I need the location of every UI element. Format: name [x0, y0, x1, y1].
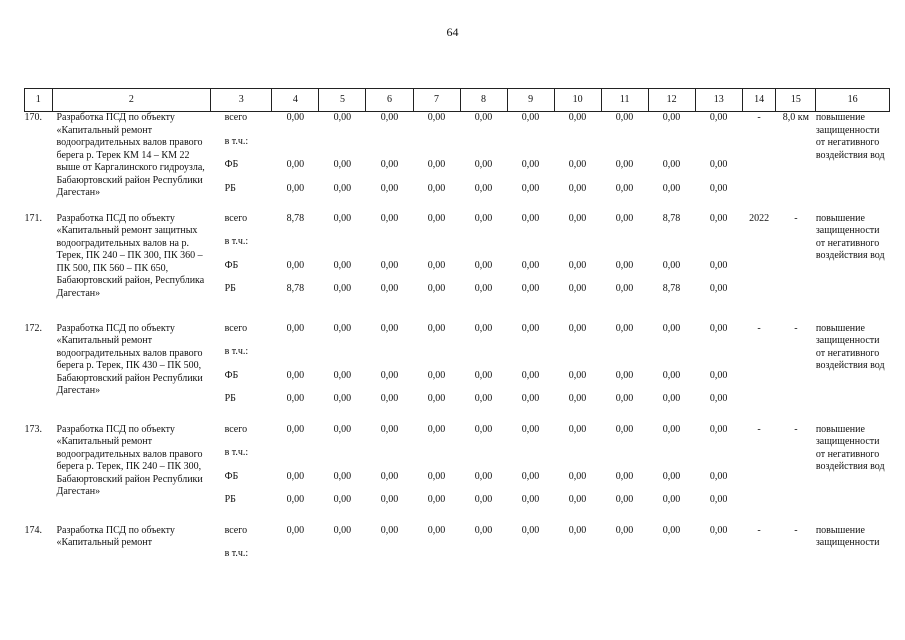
amount-cell: 0,00 — [474, 159, 493, 170]
page-number: 64 — [446, 25, 459, 39]
amount-cell: 0,00 — [333, 212, 352, 224]
row-number: 170. — [24, 112, 42, 123]
amount-cell: 0,00 — [427, 494, 446, 505]
amount-cell — [366, 136, 413, 160]
column-header: 9 — [507, 89, 554, 112]
funding-breakdown — [211, 112, 743, 206]
funding-line — [211, 370, 743, 394]
amount-cell: 0,00 — [286, 369, 305, 381]
amount-cell: 0,00 — [521, 322, 540, 334]
amount-cell — [413, 548, 460, 572]
outcome-cell: повышение защищенности — [815, 524, 880, 548]
amount-cell: 0,00 — [380, 470, 399, 482]
amount-cell: 0,00 — [709, 393, 728, 404]
length-cell: - — [794, 322, 798, 334]
amount-cell: 0,00 — [709, 369, 728, 381]
amount-cell: 0,00 — [615, 159, 634, 170]
amount-cell: 0,00 — [568, 159, 587, 170]
amount-cell: 0,00 — [427, 283, 446, 294]
funding-line — [211, 260, 743, 284]
amount-cell: 0,00 — [662, 369, 681, 381]
amount-cell: 0,00 — [568, 322, 587, 334]
funding-line — [211, 346, 743, 370]
amount-cell: 0,00 — [662, 159, 681, 170]
amount-cell: 0,00 — [333, 470, 352, 482]
amount-cell — [695, 346, 742, 370]
column-header: 15 — [776, 89, 816, 112]
amount-cell: 0,00 — [427, 369, 446, 381]
year-cell: 2022 — [749, 212, 770, 224]
column-header: 12 — [648, 89, 695, 112]
amount-cell: 0,00 — [380, 283, 399, 294]
column-header: 3 — [211, 89, 272, 112]
amount-cell: 0,00 — [380, 212, 399, 224]
amount-cell: 0,00 — [333, 259, 352, 271]
amount-cell: 0,00 — [380, 369, 399, 381]
object-name: Разработка ПСД по объекту «Капитальный ремонт водооградительных валов правого берега р. Терек, ПК 430 – ПК 500, Бабаюртовский район Республики Дагестан» — [56, 322, 203, 396]
outcome-cell: повышение защищенности от негативного воздействия вод — [815, 322, 885, 371]
amount-cell — [554, 447, 601, 471]
funding-line — [211, 183, 743, 207]
amount-cell — [601, 236, 648, 260]
amount-cell — [366, 447, 413, 471]
amount-cell — [272, 346, 319, 370]
funding-line — [211, 136, 743, 160]
funding-source: в т.ч.: — [224, 447, 249, 458]
table-row — [25, 213, 890, 323]
column-header: 13 — [695, 89, 742, 112]
amount-cell: 0,00 — [521, 524, 540, 536]
amount-cell: 0,00 — [615, 524, 634, 536]
funding-source: в т.ч.: — [224, 236, 249, 247]
amount-cell: 0,00 — [427, 470, 446, 482]
amount-cell: 0,00 — [709, 283, 728, 294]
amount-cell: 0,00 — [615, 494, 634, 505]
funding-line — [211, 159, 743, 183]
funding-source: всего — [224, 524, 248, 536]
amount-cell: 0,00 — [568, 259, 587, 271]
amount-cell: 0,00 — [333, 182, 352, 194]
amount-cell — [601, 548, 648, 572]
amount-cell — [272, 136, 319, 160]
amount-cell: 0,00 — [286, 322, 305, 334]
amount-cell: 0,00 — [568, 112, 587, 123]
amount-cell: 0,00 — [474, 423, 493, 435]
amount-cell: 0,00 — [380, 322, 399, 334]
amount-cell: 8,78 — [662, 283, 681, 294]
amount-cell — [695, 548, 742, 572]
length-cell: - — [794, 524, 798, 536]
amount-cell: 0,00 — [662, 494, 681, 505]
amount-cell — [460, 447, 507, 471]
amount-cell: 0,00 — [709, 182, 728, 194]
length-cell: - — [794, 212, 798, 224]
amount-cell — [366, 548, 413, 572]
amount-cell: 0,00 — [709, 259, 728, 271]
amount-cell — [695, 236, 742, 260]
amount-cell: 0,00 — [615, 182, 634, 194]
funding-source: ФБ — [224, 369, 239, 381]
amount-cell: 0,00 — [333, 423, 352, 435]
amount-cell: 0,00 — [474, 393, 493, 404]
amount-cell: 0,00 — [333, 369, 352, 381]
amount-cell: 0,00 — [286, 494, 305, 505]
amount-cell — [272, 447, 319, 471]
amount-cell: 8,78 — [286, 212, 305, 224]
amount-cell: 0,00 — [521, 494, 540, 505]
amount-cell: 0,00 — [333, 112, 352, 123]
object-name: Разработка ПСД по объекту «Капитальный ремонт — [56, 524, 175, 548]
amount-cell — [460, 236, 507, 260]
amount-cell: 0,00 — [333, 393, 352, 404]
amount-cell — [648, 548, 695, 572]
amount-cell: 0,00 — [521, 369, 540, 381]
amount-cell: 0,00 — [521, 423, 540, 435]
table-body — [25, 112, 890, 581]
year-cell: - — [757, 112, 761, 123]
amount-cell — [460, 548, 507, 572]
funding-breakdown — [211, 213, 743, 307]
amount-cell: 8,78 — [662, 212, 681, 224]
amount-cell: 0,00 — [521, 283, 540, 294]
column-header: 1 — [25, 89, 53, 112]
amount-cell — [554, 136, 601, 160]
amount-cell — [648, 136, 695, 160]
funding-source: всего — [224, 112, 248, 123]
amount-cell: 0,00 — [427, 212, 446, 224]
amount-cell: 0,00 — [615, 423, 634, 435]
funding-source: РБ — [224, 494, 236, 505]
amount-cell: 0,00 — [286, 393, 305, 404]
amount-cell: 0,00 — [709, 494, 728, 505]
amount-cell: 0,00 — [333, 524, 352, 536]
amount-cell: 0,00 — [286, 112, 305, 123]
amount-cell: 0,00 — [662, 470, 681, 482]
amount-cell — [507, 447, 554, 471]
table-row — [25, 112, 890, 213]
amount-cell — [319, 447, 366, 471]
amount-cell: 0,00 — [709, 470, 728, 482]
amount-cell: 0,00 — [568, 212, 587, 224]
amount-cell: 0,00 — [427, 182, 446, 194]
table-row — [25, 525, 890, 581]
amount-cell: 0,00 — [615, 393, 634, 404]
funding-line — [211, 494, 743, 518]
length-cell: 8,0 км — [782, 112, 809, 123]
amount-cell: 0,00 — [427, 322, 446, 334]
amount-cell: 0,00 — [568, 182, 587, 194]
amount-cell: 0,00 — [615, 259, 634, 271]
outcome-cell: повышение защищенности от негативного воздействия вод — [815, 112, 885, 161]
amount-cell: 0,00 — [568, 393, 587, 404]
amount-cell — [648, 346, 695, 370]
funding-source: ФБ — [224, 159, 239, 170]
funding-line — [211, 283, 743, 307]
amount-cell — [507, 136, 554, 160]
table-row — [25, 424, 890, 525]
amount-cell — [601, 136, 648, 160]
amount-cell: 0,00 — [521, 112, 540, 123]
amount-cell: 0,00 — [427, 393, 446, 404]
amount-cell: 0,00 — [474, 524, 493, 536]
funding-line — [211, 548, 743, 572]
column-header: 6 — [366, 89, 413, 112]
amount-cell: 0,00 — [709, 524, 728, 536]
amount-cell — [413, 236, 460, 260]
amount-cell — [319, 548, 366, 572]
object-name: Разработка ПСД по объекту «Капитальный ремонт водооградительных валов правого берега р. Терек КМ 14 – КМ 22 выше от Каргалинского гидроузла, Бабаюртовский район Республики Дагестан» — [56, 112, 205, 198]
amount-cell: 0,00 — [568, 470, 587, 482]
amount-cell: 0,00 — [474, 470, 493, 482]
amount-cell: 0,00 — [427, 259, 446, 271]
amount-cell: 0,00 — [615, 212, 634, 224]
funding-line — [211, 112, 743, 136]
funding-source: всего — [224, 322, 248, 334]
amount-cell: 0,00 — [568, 283, 587, 294]
amount-cell: 0,00 — [568, 369, 587, 381]
amount-cell: 0,00 — [286, 159, 305, 170]
amount-cell: 0,00 — [474, 212, 493, 224]
amount-cell: 0,00 — [474, 112, 493, 123]
amount-cell — [413, 136, 460, 160]
amount-cell: 0,00 — [568, 494, 587, 505]
amount-cell: 0,00 — [709, 112, 728, 123]
column-header: 10 — [554, 89, 601, 112]
amount-cell — [601, 447, 648, 471]
amount-cell: 0,00 — [427, 423, 446, 435]
amount-cell — [366, 346, 413, 370]
funding-breakdown — [211, 323, 743, 417]
amount-cell: 0,00 — [615, 322, 634, 334]
amount-cell: 0,00 — [380, 112, 399, 123]
amount-cell: 0,00 — [427, 159, 446, 170]
amount-cell: 0,00 — [709, 322, 728, 334]
amount-cell — [507, 346, 554, 370]
amount-cell — [413, 447, 460, 471]
amount-cell: 0,00 — [615, 112, 634, 123]
amount-cell: 0,00 — [568, 524, 587, 536]
amount-cell: 0,00 — [380, 159, 399, 170]
amount-cell — [601, 346, 648, 370]
outcome-cell: повышение защищенности от негативного воздействия вод — [815, 423, 885, 472]
amount-cell: 0,00 — [521, 212, 540, 224]
amount-cell: 0,00 — [333, 159, 352, 170]
amount-cell — [272, 548, 319, 572]
amount-cell: 0,00 — [662, 423, 681, 435]
amount-cell — [319, 136, 366, 160]
header-row — [25, 89, 890, 112]
amount-cell: 0,00 — [333, 322, 352, 334]
amount-cell: 0,00 — [709, 423, 728, 435]
amount-cell: 0,00 — [286, 470, 305, 482]
funding-source: РБ — [224, 283, 236, 294]
funding-source: всего — [224, 423, 248, 435]
object-name: Разработка ПСД по объекту «Капитальный ремонт водооградительных валов правого берега р. Терек, ПК 240 – ПК 300, Бабаюртовский район Республики Дагестан» — [56, 423, 203, 497]
amount-cell: 0,00 — [615, 470, 634, 482]
amount-cell: 0,00 — [662, 524, 681, 536]
amount-cell: 0,00 — [615, 283, 634, 294]
table-row — [25, 323, 890, 424]
amount-cell: 0,00 — [474, 369, 493, 381]
amount-cell: 0,00 — [427, 524, 446, 536]
column-header: 7 — [413, 89, 460, 112]
year-cell: - — [757, 423, 761, 435]
amount-cell — [554, 548, 601, 572]
row-number: 171. — [24, 212, 42, 224]
funding-source: ФБ — [224, 470, 239, 482]
amount-cell: 0,00 — [662, 322, 681, 334]
column-header: 4 — [272, 89, 319, 112]
column-header: 16 — [816, 89, 890, 112]
row-number: 172. — [24, 322, 42, 334]
length-cell: - — [794, 423, 798, 435]
amount-cell — [366, 236, 413, 260]
outcome-cell: повышение защищенности от негативного воздействия вод — [815, 212, 885, 261]
object-name: Разработка ПСД по объекту «Капитальный ремонт защитных водооградительных валов на р. Терек, ПК 240 – ПК 300, ПК 360 – ПК 500, ПК 560 – ПК 650, Бабаюртовский район, Республика Дагестан» — [56, 212, 205, 299]
amount-cell: 0,00 — [380, 494, 399, 505]
amount-cell: 0,00 — [662, 393, 681, 404]
row-number: 174. — [24, 524, 42, 536]
amount-cell: 0,00 — [380, 524, 399, 536]
year-cell: - — [757, 524, 761, 536]
amount-cell: 0,00 — [380, 182, 399, 194]
amount-cell: 0,00 — [662, 112, 681, 123]
funding-source: РБ — [224, 393, 236, 404]
amount-cell: 0,00 — [286, 423, 305, 435]
funding-source: в т.ч.: — [224, 548, 249, 559]
amount-cell: 0,00 — [521, 159, 540, 170]
amount-cell: 0,00 — [568, 423, 587, 435]
amount-cell: 8,78 — [286, 283, 305, 294]
amount-cell — [507, 236, 554, 260]
amount-cell — [648, 447, 695, 471]
funding-breakdown — [211, 525, 743, 572]
amount-cell: 0,00 — [474, 259, 493, 271]
funding-line — [211, 236, 743, 260]
funding-line — [211, 393, 743, 417]
funding-line — [211, 213, 743, 237]
column-header: 2 — [52, 89, 210, 112]
funding-source: всего — [224, 212, 248, 224]
amount-cell: 0,00 — [380, 423, 399, 435]
amount-cell: 0,00 — [380, 259, 399, 271]
program-table — [24, 88, 890, 581]
funding-source: РБ — [224, 182, 236, 194]
funding-line — [211, 525, 743, 549]
amount-cell: 0,00 — [333, 283, 352, 294]
amount-cell: 0,00 — [615, 369, 634, 381]
row-number: 173. — [24, 423, 42, 435]
amount-cell — [460, 136, 507, 160]
amount-cell: 0,00 — [474, 283, 493, 294]
amount-cell: 0,00 — [709, 212, 728, 224]
funding-source: ФБ — [224, 259, 239, 271]
funding-line — [211, 424, 743, 448]
amount-cell: 0,00 — [474, 182, 493, 194]
amount-cell — [460, 346, 507, 370]
funding-breakdown — [211, 424, 743, 518]
amount-cell — [695, 447, 742, 471]
amount-cell — [413, 346, 460, 370]
column-header: 5 — [319, 89, 366, 112]
column-header: 11 — [601, 89, 648, 112]
amount-cell — [319, 346, 366, 370]
amount-cell — [695, 136, 742, 160]
amount-cell — [648, 236, 695, 260]
amount-cell — [319, 236, 366, 260]
column-header: 14 — [742, 89, 776, 112]
amount-cell: 0,00 — [521, 470, 540, 482]
amount-cell: 0,00 — [286, 524, 305, 536]
amount-cell — [507, 548, 554, 572]
amount-cell: 0,00 — [662, 259, 681, 271]
amount-cell: 0,00 — [474, 322, 493, 334]
funding-source: в т.ч.: — [224, 135, 249, 147]
funding-line — [211, 471, 743, 495]
amount-cell: 0,00 — [662, 182, 681, 194]
amount-cell — [272, 236, 319, 260]
amount-cell: 0,00 — [286, 182, 305, 194]
amount-cell: 0,00 — [286, 259, 305, 271]
column-header: 8 — [460, 89, 507, 112]
amount-cell — [554, 236, 601, 260]
amount-cell: 0,00 — [427, 112, 446, 123]
amount-cell: 0,00 — [521, 259, 540, 271]
amount-cell: 0,00 — [709, 159, 728, 170]
amount-cell: 0,00 — [333, 494, 352, 505]
amount-cell: 0,00 — [380, 393, 399, 404]
amount-cell: 0,00 — [521, 182, 540, 194]
funding-line — [211, 447, 743, 471]
funding-line — [211, 323, 743, 347]
year-cell: - — [757, 322, 761, 334]
amount-cell: 0,00 — [474, 494, 493, 505]
funding-source: в т.ч.: — [224, 346, 249, 357]
amount-cell: 0,00 — [521, 393, 540, 404]
amount-cell — [554, 346, 601, 370]
